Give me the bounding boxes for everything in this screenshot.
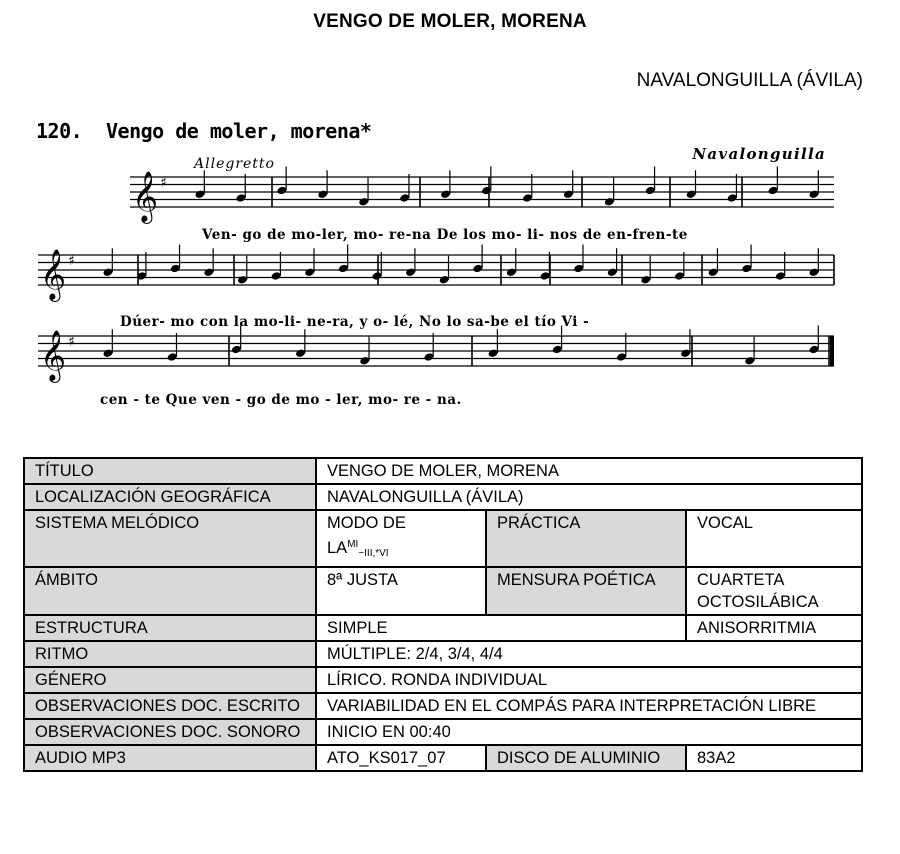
sistema-value-line1: MODO DE [327,514,406,532]
table-row [24,615,862,641]
score-number: 120. [36,119,83,143]
music-score [34,112,844,412]
treble-clef: 𝄞 [40,249,67,300]
lyrics-line-1: Ven- go de mo-ler, mo- re-na De los mo- li- nos de en-fren-te [202,227,688,243]
localizacion-label: LOCALIZACIÓN GEOGRÁFICA [24,484,316,510]
estructura-extra: ANISORRITMIA [686,615,862,641]
mensura-label: MENSURA POÉTICA [486,567,686,615]
sistema-value-mode: LA [327,539,348,557]
practica-value: VOCAL [686,510,862,567]
disco-value: 83A2 [686,745,862,771]
table-row [24,510,862,567]
mensura-value: CUARTETA OCTOSILÁBICA [686,567,862,615]
sistema-label: SISTEMA MELÓDICO [24,510,316,567]
audio-value: ATO_KS017_07 [316,745,486,771]
page-title: VENGO DE MOLER, MORENA [313,11,587,32]
table-row [24,693,862,719]
sistema-subscript: ~III,*VI [358,548,389,559]
obs-escrito-value: VARIABILIDAD EN EL COMPÁS PARA INTERPRETACIÓN LIBRE [316,693,862,719]
score-title: Vengo de moler, morena* [106,119,372,143]
obs-escrito-label: OBSERVACIONES DOC. ESCRITO [24,693,316,719]
sistema-value [316,510,486,567]
titulo-label: TÍTULO [24,458,316,484]
table-row [24,458,862,484]
estructura-label: ESTRUCTURA [24,615,316,641]
key-signature-sharp: ♯ [160,175,167,191]
table-row [24,484,862,510]
treble-clef: 𝄞 [40,330,67,381]
sistema-superscript: MI [347,539,359,550]
key-signature-sharp: ♯ [68,253,75,269]
table-row [24,745,862,771]
lyrics-line-3: cen - te Que ven - go de mo - ler, mo- re - na. [100,392,462,408]
table-row [24,567,862,615]
obs-sonoro-value: INICIO EN 00:40 [316,719,862,745]
table-row [24,719,862,745]
treble-clef: 𝄞 [132,171,159,222]
table-row [24,667,862,693]
location-heading: NAVALONGUILLA (ÁVILA) [636,70,863,91]
metadata-table [23,457,863,772]
score-place: Navalonguilla [692,145,826,163]
genero-value: LÍRICO. RONDA INDIVIDUAL [316,667,862,693]
tempo-marking: Allegretto [194,156,275,172]
lyrics-line-2: Dúer- mo con la mo-li- ne-ra, y o- lé, No lo sa-be el tío Vi - [120,314,590,330]
practica-label: PRÁCTICA [486,510,686,567]
final-bar-line [830,336,834,366]
audio-label: AUDIO MP3 [24,745,316,771]
ritmo-value: MÚLTIPLE: 2/4, 3/4, 4/4 [316,641,862,667]
table-row [24,641,862,667]
key-signature-sharp: ♯ [68,334,75,350]
ambito-value: 8ª JUSTA [316,567,486,615]
ritmo-label: RITMO [24,641,316,667]
obs-sonoro-label: OBSERVACIONES DOC. SONORO [24,719,316,745]
localizacion-value: NAVALONGUILLA (ÁVILA) [316,484,862,510]
estructura-value: SIMPLE [316,615,686,641]
ambito-label: ÁMBITO [24,567,316,615]
genero-label: GÉNERO [24,667,316,693]
disco-label: DISCO DE ALUMINIO [486,745,686,771]
titulo-value: VENGO DE MOLER, MORENA [316,458,862,484]
